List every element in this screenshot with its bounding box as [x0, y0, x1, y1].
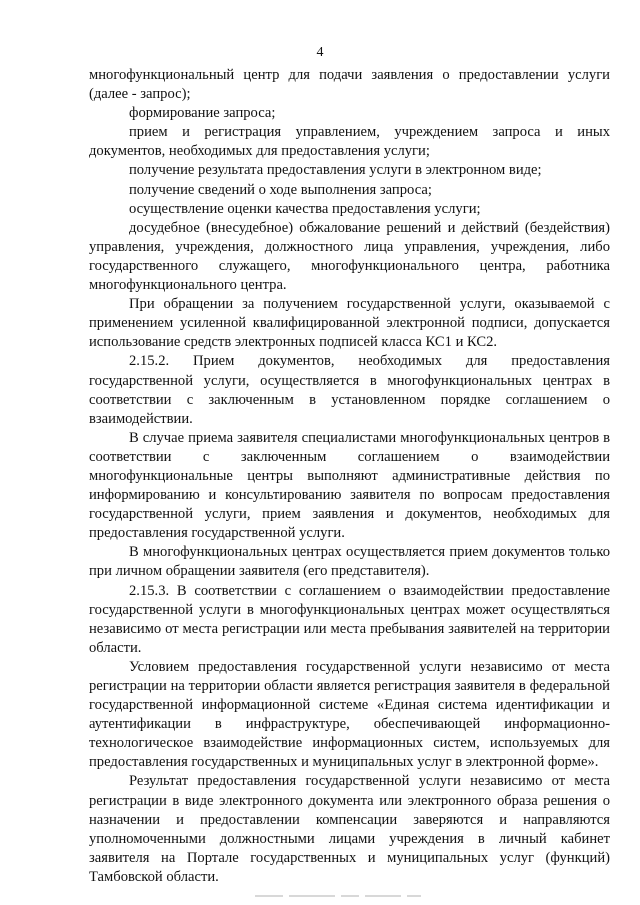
paragraph-electronic-signature: При обращении за получением государственной услуги, оказываемой с применением усиленной квалифицированной электронной подписи, допускается использование средств электронных подписей класса КС1 и КС2. — [89, 296, 610, 351]
footer-dash — [407, 895, 421, 897]
footer-dash — [341, 895, 359, 897]
document-body — [89, 66, 610, 887]
paragraph-esia-condition: Условием предоставления государственной услуги независимо от места регистрации на территории области является регистрация заявителя в федеральной государственной информационной системе «Единая система идентификации и аутентификации в инфраструктуре, обеспечивающей информационно-технологическое взаимодействие информационных систем, используемых для предоставления государственных и муниципальных услуг в электронной форме». — [89, 658, 610, 771]
paragraph-mfc-actions: В случае приема заявителя специалистами многофункциональных центров в соответствии с заключенным соглашением о взаимодействии многофункциональные центры выполняют административные действия по информированию и консультированию заявителя по вопросам предоставления государственной услуги, прием заявления и документов, необходимых для предоставления государственной услуги. — [89, 429, 610, 542]
paragraph-2-15-3: 2.15.3. В соответствии с соглашением о взаимодействии предоставление государственной услуги в многофункциональных центрах может осуществляться независимо от места регистрации или места пребывания заявителей на территории области. — [89, 582, 610, 656]
paragraph-continuation: многофункциональный центр для подачи заявления о предоставлении услуги (далее - запрос); — [89, 67, 610, 103]
list-item-appeal: досудебное (внесудебное) обжалование решений и действий (бездействия) управления, учреждения, должностного лица управления, учреждения, либо государственного служащего, многофункционального центра, работника многофункционального центра. — [89, 219, 610, 294]
list-item-receive-register: прием и регистрация управлением, учреждением запроса и иных документов, необходимых для предоставления услуги; — [89, 124, 610, 160]
list-item-form-request: формирование запроса; — [129, 105, 276, 122]
footer-dash — [365, 895, 401, 897]
paragraph-2-15-2: 2.15.2. Прием документов, необходимых для предоставления государственной услуги, осуществляется в многофункциональных центрах в соответствии с заключенным в установленном порядке соглашением о взаимодействии. — [89, 353, 610, 427]
list-item-quality-assessment: осуществление оценки качества предоставления услуги; — [129, 200, 481, 217]
paragraph-personal-visit: В многофункциональных центрах осуществляется прием документов только при личном обращении заявителя (его представителя). — [89, 544, 610, 580]
list-item-status-info: получение сведений о ходе выполнения запроса; — [129, 181, 432, 198]
list-item-get-result: получение результата предоставления услуги в электронном виде; — [129, 162, 542, 179]
page-number: 4 — [316, 45, 324, 60]
paragraph-result-delivery: Результат предоставления государственной услуги независимо от места регистрации в виде электронного документа или электронного образа решения о назначении и предоставлении компенсации заверяются и направляются уполномоченными должностными лицами учреждения в личный кабинет заявителя на Портале государственных и муниципальных услуг (функций) Тамбовской области. — [89, 773, 610, 885]
footer-scan-artifact — [255, 893, 425, 899]
footer-dash — [255, 895, 283, 897]
footer-dash — [289, 895, 335, 897]
